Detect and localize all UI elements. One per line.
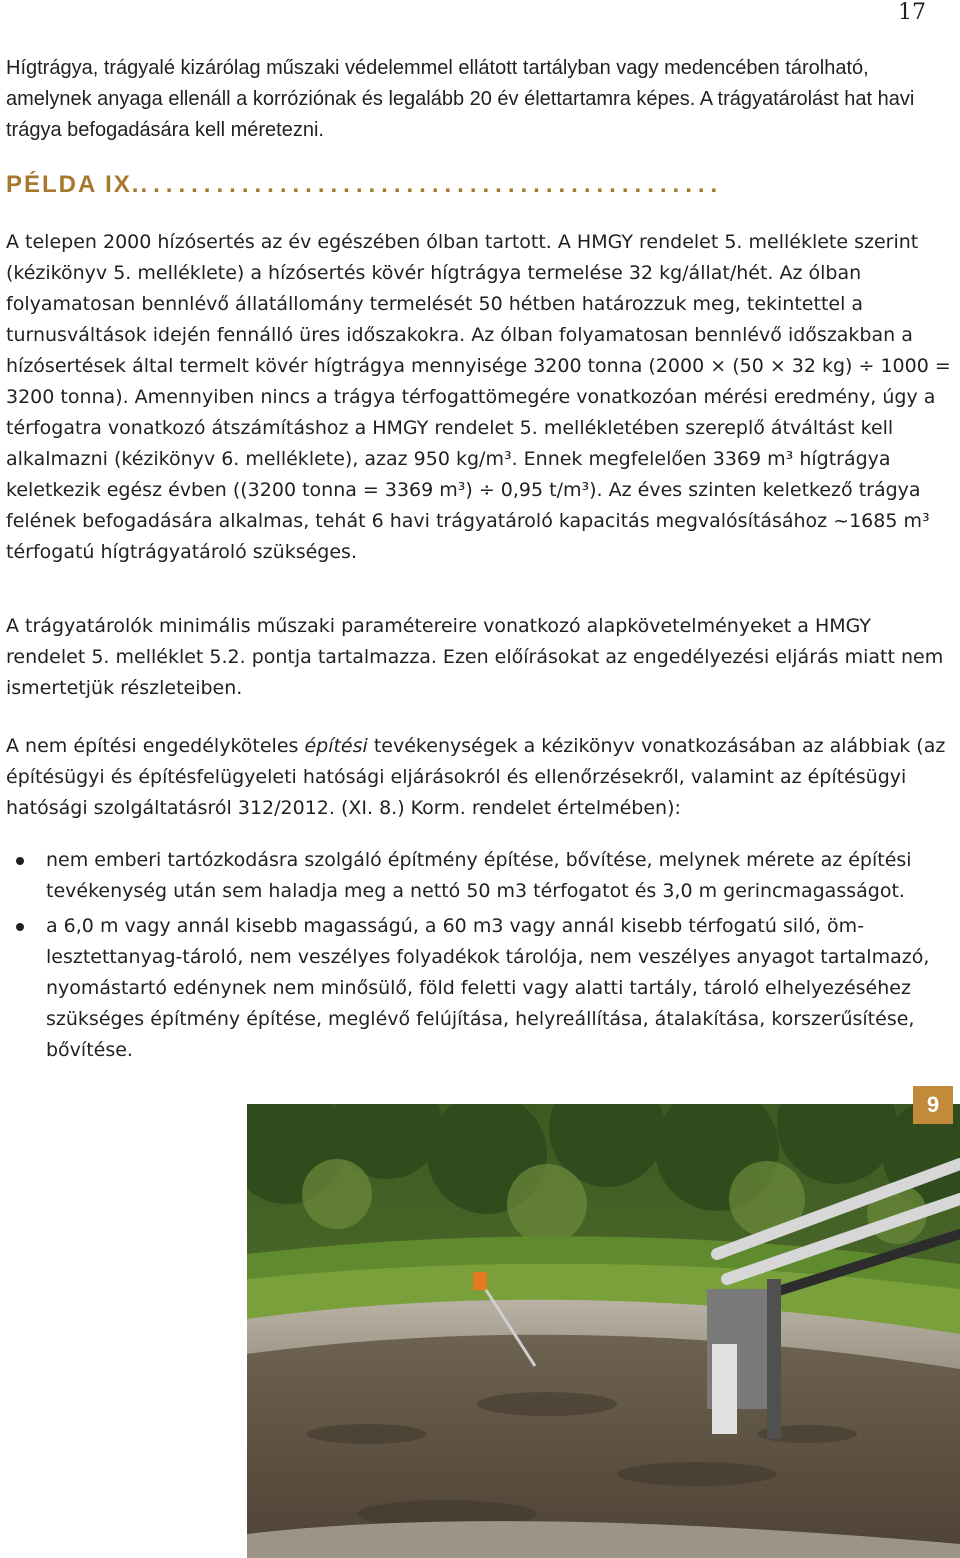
list-item (6, 845, 954, 907)
activity-list (6, 845, 954, 1070)
slurry-tank-photo (247, 1104, 960, 1558)
list-item (6, 911, 954, 1066)
non-permit-paragraph (6, 731, 954, 824)
example-title-dots: .............................................. (140, 171, 724, 198)
requirements-paragraph: A trágyatárolók minimális műszaki paramétereire vonatkozó alapkövetelményeket a HMGY rendelet 5. melléklet 5.2. pontja tartalmazza. Ezen előírásokat az engedélyezési eljárás miatt nem ismertetjük részleteiben. (6, 615, 944, 699)
bullet-icon (16, 857, 24, 865)
list-item-text: a 6,0 m vagy annál kisebb magasságú, a 60 m3 vagy annál kisebb térfogatú siló, ömlesztettanyag-tároló, nem veszélyes folyadékok tárolója, nem veszélyes anyagot tartalmazó, nyomástartó edénynek nem minősülő, föld feletti vagy alatti tartály, tároló elhelyezéséhez szükséges építmény építése, meglévő felújítása, helyreállítása, átalakítása, korszerűsítése, bővítése. (46, 915, 930, 1061)
example-heading (6, 171, 954, 199)
example-paragraph: A telepen 2000 hízósertés az év egészében ólban tartott. A HMGY rendelet 5. melléklete szerint (kézikönyv 5. melléklete) a hízósertés kövér hígtrágya termelése 32 kg/állat/hét. Az ólban folyamatosan bennlévő állatállomány termelését 50 hétben határozzuk meg, tekintettel a turnusváltások idején fennálló üres időszakokra. Az ólban folyamatosan bennlévő időszakban a hízósertések által termelt kövér hígtrágya mennyisége 3200 tonna (2000 × (50 × 32 kg) ÷ 1000 = 3200 tonna). Amennyiben nincs a trágya térfogattömegére vonatkozóan mérési eredmény, úgy a térfogatra vonatkozó átszámításhoz a HMGY rendelet 5. mellékletében szereplő átváltást kell alkalmazni (kézikönyv 6. melléklete), azaz 950 kg/m³. Ennek megfelelően 3369 m³ hígtrágya keletkezik egész évben ((3200 tonna = 3369 m³) ÷ 0,95 t/m³). Az éves szinten keletkező trágya felének befogadására alkalmas, tehát 6 havi trágyatároló kapacitás megvalósításához ~1685 m³ térfogatú hígtrágyatároló szükséges. (6, 231, 951, 563)
intro-paragraph: Hígtrágya, trágyalé kizárólag műszaki védelemmel ellátott tartályban vagy medencében tárolható, amelynek anyaga ellenáll a korróziónak és legalább 20 év élettartamra képes. A trágyatárolást hat havi trágya befogadására kell méretezni. (6, 57, 915, 141)
list-item-text: nem emberi tartózkodásra szolgáló építmény építése, bővítése, melynek mérete az építési tevékenység után sem haladja meg a nettó 50 m3 térfogatot és 3,0 m gerincmagasságot. (46, 849, 912, 902)
non-permit-italic: építési (304, 735, 368, 757)
non-permit-text-after: tevékenységek a kézikönyv vonatkozásában az alábbiak (az építésügyi és építésfelügyeleti hatósági eljárásokról és ellenőrzésekről, valamint az építésügyi hatósági szolgáltatásról 312/2012. (XI. 8.) Korm. rendelet értelmében): (6, 735, 946, 819)
figure-number-badge: 9 (913, 1086, 953, 1124)
page-number: 17 (898, 0, 926, 25)
non-permit-text-before: A nem építési engedélyköteles (6, 735, 305, 757)
example-title: PÉLDA IX. (6, 171, 141, 198)
bullet-icon (16, 923, 24, 931)
